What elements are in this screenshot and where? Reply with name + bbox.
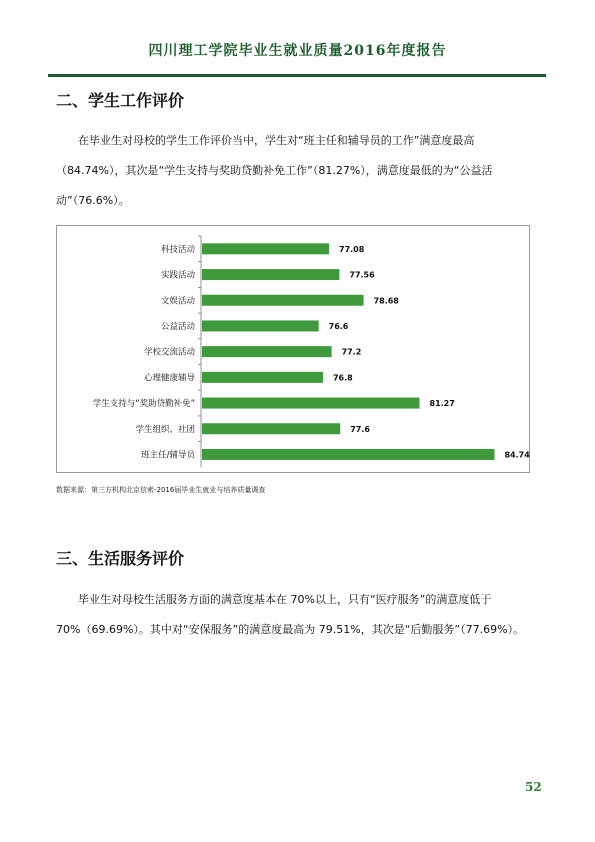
bar — [202, 320, 319, 331]
bar — [202, 346, 332, 357]
category-label: 文娱活动 — [160, 296, 195, 307]
paragraph-line: 毕业生对母校生活服务方面的满意度基本在 70%以上，只有“医疗服务”的满意度低于 — [78, 593, 492, 606]
category-label: 学生组织、社团 — [135, 424, 195, 435]
bar — [202, 269, 339, 280]
report-header-title: 四川理工学院毕业生就业质量2016年度报告 — [148, 43, 447, 59]
section-title-student-work: 二、学生工作评价 — [56, 91, 185, 110]
bar-value-label: 77.6 — [350, 424, 370, 434]
chart-canvas — [57, 226, 531, 474]
paragraph-line: （84.74%），其次是“学生支持与奖助贷勤补免工作”（81.27%），满意度最低的为“公益活 — [56, 164, 493, 177]
bar — [202, 449, 494, 460]
paragraph-line: 动”（76.6%）。 — [56, 194, 130, 207]
bar — [202, 295, 364, 306]
category-label: 学生支持与“奖助贷勤补免” — [92, 399, 195, 410]
data-source-note: 数据来源：第三方机构北京信索-2016届毕业生就业与培养质量调查 — [56, 486, 266, 494]
bar-value-label: 78.68 — [373, 296, 399, 306]
bar — [202, 243, 329, 254]
bar-value-label: 77.08 — [339, 244, 365, 254]
category-label: 心理健康辅导 — [143, 373, 195, 384]
bar-value-label: 76.8 — [332, 373, 353, 383]
category-label: 公益活动 — [160, 321, 195, 332]
bar-value-label: 84.74 — [504, 450, 530, 460]
category-label: 班主任/辅导员 — [141, 450, 195, 461]
paragraph-line: 70%（69.69%）。其中对“安保服务”的满意度最高为 79.51%，其次是“后勤服务”（77.69%）。 — [56, 623, 525, 636]
bar — [202, 398, 420, 409]
bar — [202, 423, 340, 434]
bar-value-label: 77.56 — [349, 270, 375, 280]
bar-value-label: 76.6 — [328, 321, 349, 331]
page-number: 52 — [525, 780, 542, 794]
section-paragraph-life-services — [56, 585, 546, 645]
bar-value-label: 81.27 — [429, 399, 455, 409]
bar-value-label: 77.2 — [341, 347, 362, 357]
category-label: 实践活动 — [160, 270, 195, 281]
section-title-life-services: 三、生活服务评价 — [56, 549, 185, 568]
section-paragraph-student-work — [56, 126, 546, 216]
paragraph-line: 在毕业生对母校的学生工作评价当中，学生对“班主任和辅导员的工作”满意度最高 — [78, 134, 475, 147]
category-label: 科技活动 — [160, 244, 195, 255]
category-label: 学校交流活动 — [143, 347, 195, 358]
bar — [202, 372, 323, 383]
satisfaction-bar-chart — [56, 225, 530, 473]
header-divider — [48, 74, 546, 77]
